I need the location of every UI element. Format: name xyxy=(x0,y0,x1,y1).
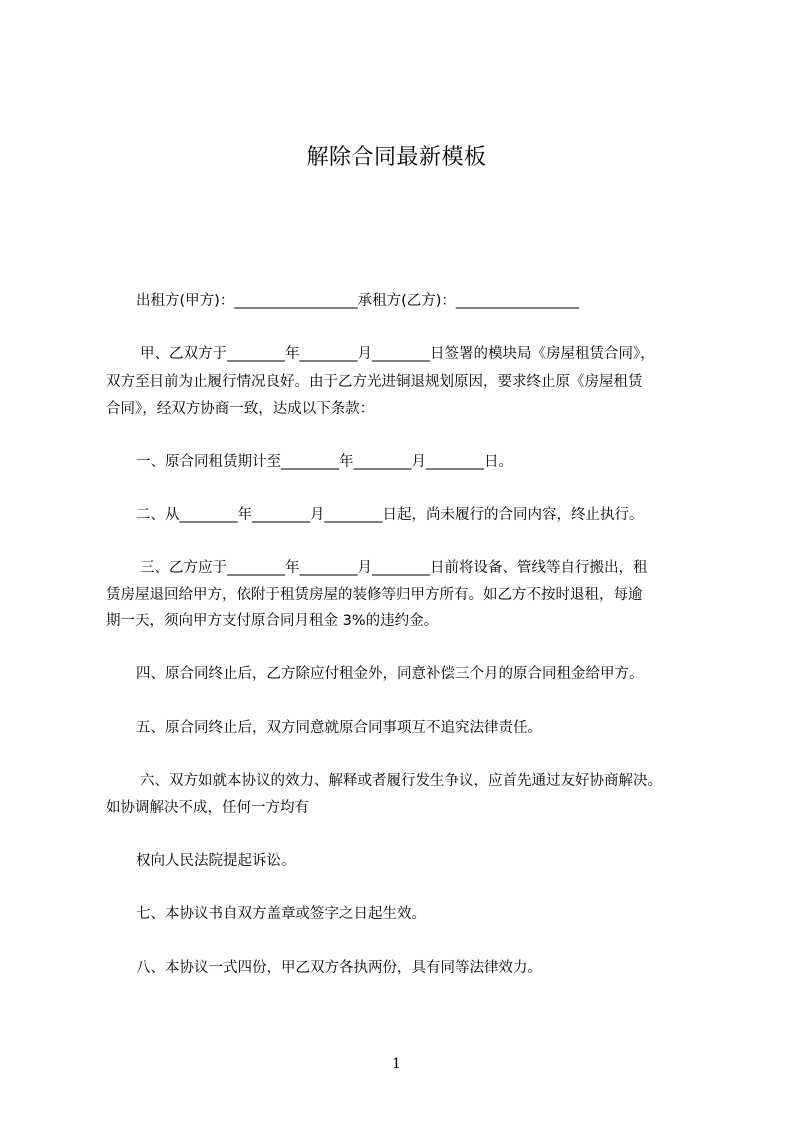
clause-6-line-3: 权向人民法院提起诉讼。 xyxy=(136,853,296,869)
document-title: 解除合同最新模板 xyxy=(306,145,487,170)
page-number: 1 xyxy=(392,1056,401,1072)
clause-2: 二、从________年________月________日起，尚未履行的合同内容，终止执行。 xyxy=(136,507,644,523)
clause-3-line-3: 期一天，须向甲方支付原合同月租金 3%的违约金。 xyxy=(106,613,439,629)
paragraph-intro-line-1: 甲、乙双方于________年________月________日签署的模块局《房屋租赁合同》， xyxy=(140,346,655,362)
paragraph-intro-line-3: 合同》，经双方协商一致，达成以下条款： xyxy=(106,401,375,417)
clause-5: 五、原合同终止后，双方同意就原合同事项互不追究法律责任。 xyxy=(136,720,542,736)
clause-6-line-2: 如协调解决不成，任何一方均有 xyxy=(106,800,309,816)
clause-4: 四、原合同终止后，乙方除应付租金外，同意补偿三个月的原合同租金给甲方。 xyxy=(136,666,644,682)
clause-6-line-1: 六、双方如就本协议的效力、解释或者履行发生争议，应首先通过友好协商解决。 xyxy=(140,773,662,789)
parties-line: 出租方(甲方)：_________________承租方(乙方)：_________________ xyxy=(136,293,580,309)
clause-1: 一、原合同租赁期计至________年________月________日。 xyxy=(136,454,513,470)
clause-8: 八、本协议一式四份，甲乙双方各执两份，具有同等法律效力。 xyxy=(136,960,542,976)
paragraph-intro-line-2: 双方至目前为止履行情况良好。由于乙方光进铜退规划原因，要求终止原《房屋租赁 xyxy=(106,374,643,390)
clause-3-line-2: 赁房屋退回给甲方，依附于租赁房屋的装修等归甲方所有。如乙方不按时退租，每逾 xyxy=(106,587,643,603)
clause-3-line-1: 三、乙方应于________年________月________日前将设备、管线等自行搬出，租 xyxy=(140,560,648,576)
clause-7: 七、本协议书自双方盖章或签字之日起生效。 xyxy=(136,906,426,922)
